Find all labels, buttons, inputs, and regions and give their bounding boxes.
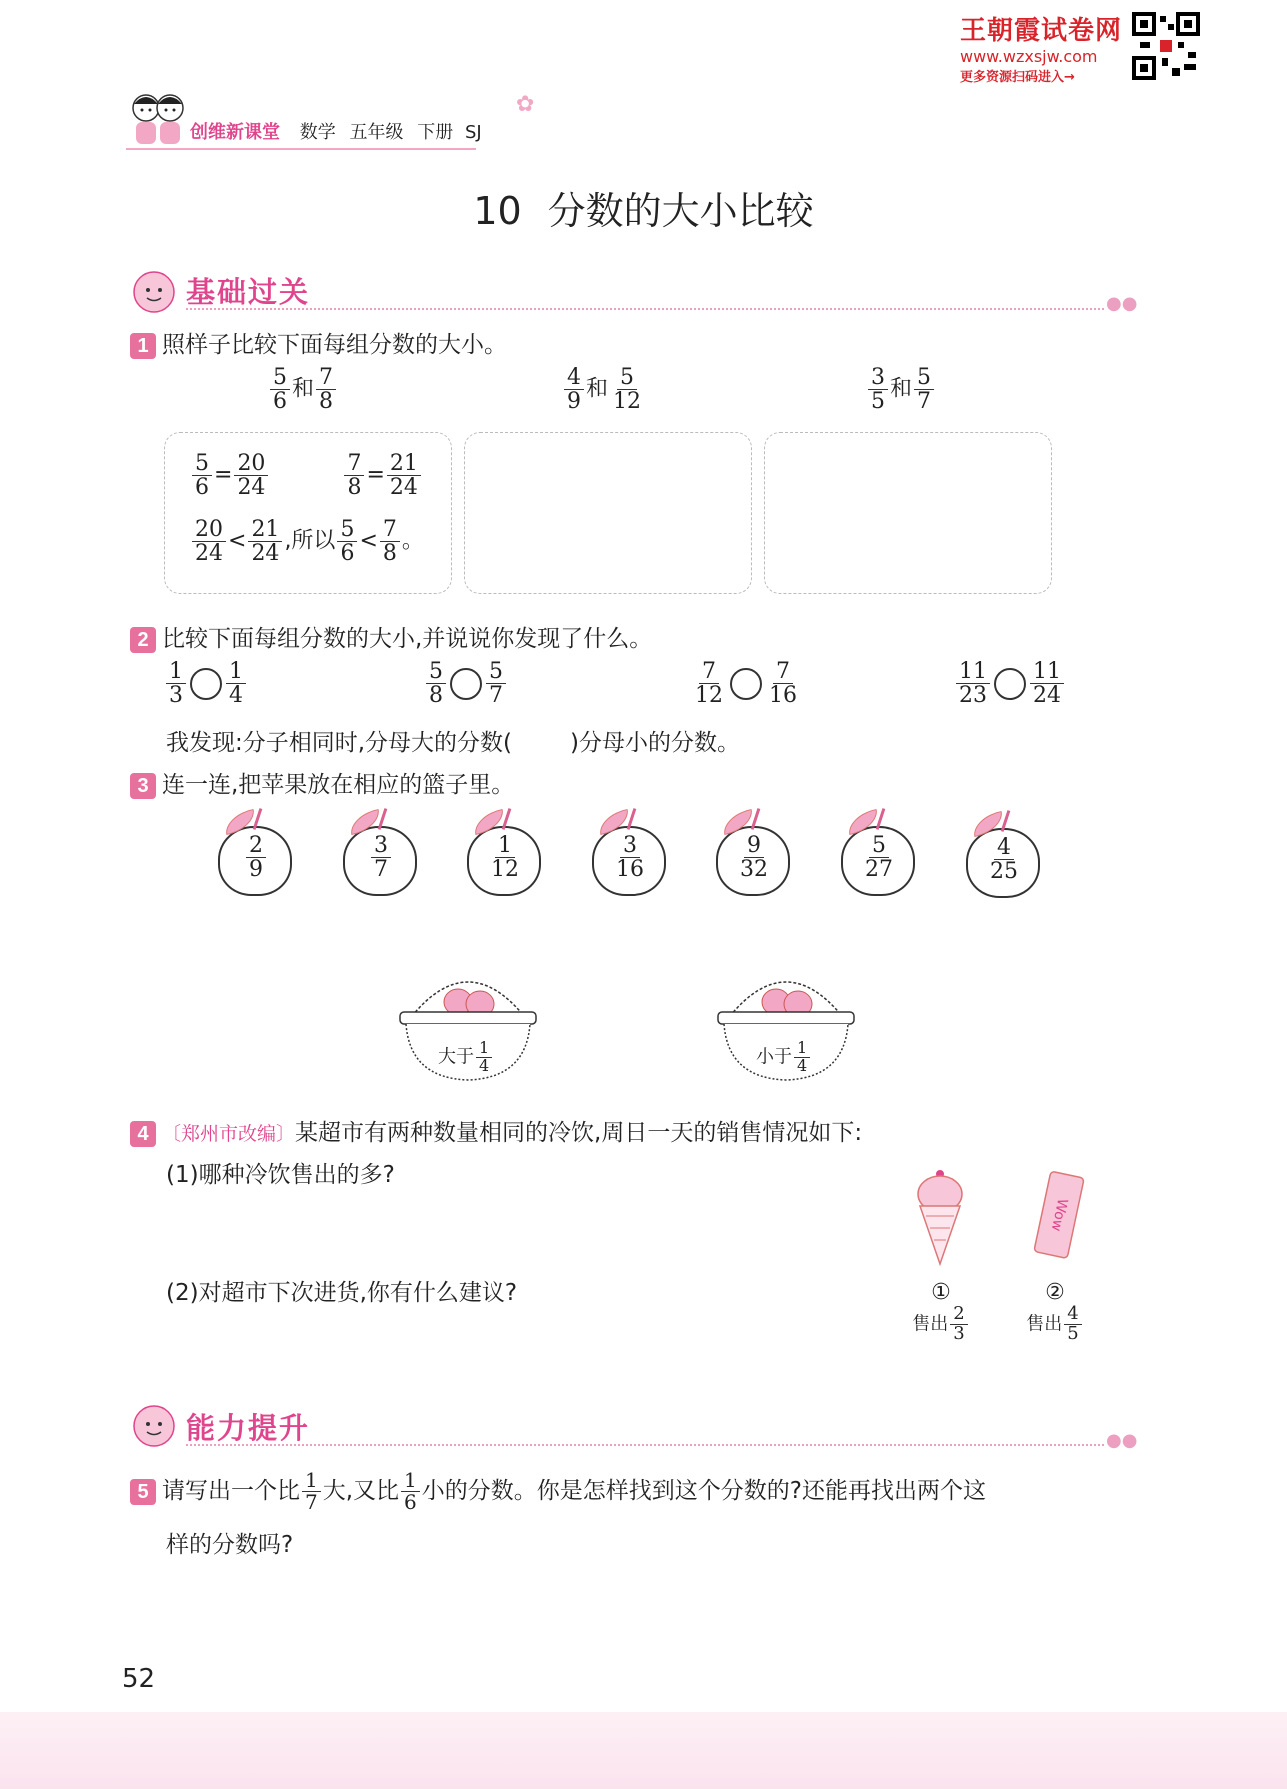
basket-greater[interactable] (398, 966, 538, 1084)
q1-pair-2 (562, 366, 646, 413)
q2-finding-a: 我发现:分子相同时,分母大的分数( (166, 730, 513, 756)
q1-answer-box-3[interactable] (764, 432, 1052, 594)
fraction: $\frac{3}{5}$ (868, 366, 888, 413)
q2-finding-b: )分母小的分数。 (570, 730, 741, 756)
series-name: 创维新课堂 (190, 122, 280, 143)
basket-less-label: 小于 $\frac{1}{4}$ (756, 1040, 812, 1075)
and-word: 和 (586, 376, 609, 402)
brand-block (960, 10, 1130, 85)
q4-prompt (130, 1114, 862, 1147)
fraction: $\frac{5}{12}$ (613, 365, 642, 415)
lt-symbol: < (359, 528, 378, 554)
q5-text-1: 请写出一个比 (162, 1478, 300, 1504)
section-advanced-divider (186, 1444, 1104, 1446)
fraction: $\frac{3}{16}$ (616, 833, 644, 883)
fraction: $\frac{7}{8}$ (344, 452, 364, 499)
q4-sub2: (2)对超市下次进货,你有什么建议? (166, 1280, 518, 1306)
popsicle-icon (1030, 1170, 1090, 1266)
section-basic-icon (130, 268, 180, 314)
period: 。 (401, 528, 424, 554)
fraction: $\frac{11}{23}$ (956, 660, 990, 707)
q2-number: 2 (130, 627, 156, 653)
kids-logo-icon (126, 88, 192, 154)
header-underline (126, 148, 476, 150)
fraction: $\frac{7}{16}$ (769, 659, 797, 709)
fraction: $\frac{1}{4}$ (476, 1040, 492, 1075)
eq-symbol: = (214, 462, 233, 488)
fraction: $\frac{7}{8}$ (316, 366, 336, 413)
fraction: $\frac{5}{7}$ (914, 366, 934, 413)
section-dots-icon: ●● (1106, 293, 1138, 314)
fraction: $\frac{1}{4}$ (226, 660, 246, 707)
fraction: $\frac{4}{25}$ (990, 835, 1018, 885)
section-basic-title: 基础过关 (186, 275, 311, 309)
apple-4[interactable] (592, 812, 664, 894)
compare-circle-input[interactable] (190, 668, 222, 700)
popsicle-label: Wow (1047, 1196, 1071, 1233)
fraction: $\frac{2}{9}$ (246, 834, 266, 881)
q5-line-2: 样的分数吗? (166, 1532, 294, 1558)
fraction: $\frac{20}{24}$ (192, 518, 226, 565)
q2-finding (166, 724, 740, 757)
brand-url: www.wzxsjw.com (960, 47, 1098, 66)
brand-slogan: 更多资源扫码进入→ (960, 70, 1075, 85)
volume: 下册 (417, 122, 454, 143)
sold-label: 售出 (912, 1313, 949, 1335)
q5-number: 5 (130, 1479, 156, 1505)
page-number: 52 (122, 1664, 156, 1694)
q4-number: 4 (130, 1121, 156, 1147)
apple-2[interactable] (343, 812, 415, 894)
fraction: $\frac{11}{24}$ (1030, 660, 1064, 707)
fraction: $\frac{7}{8}$ (380, 518, 400, 565)
apple-7[interactable] (966, 814, 1038, 896)
sold-label: 售出 (1026, 1313, 1063, 1335)
fraction: $\frac{1}{12}$ (491, 833, 519, 883)
fraction: $\frac{7}{12}$ (695, 659, 723, 709)
q3-number: 3 (130, 773, 156, 799)
q4-item-2 (1020, 1280, 1090, 1344)
q1-prompt (130, 326, 507, 359)
fraction: $\frac{20}{24}$ (234, 452, 268, 499)
q4-sub1: (1)哪种冷饮售出的多? (166, 1162, 395, 1188)
qr-code-icon[interactable] (1132, 12, 1200, 80)
ice-cream-cone-icon (910, 1168, 970, 1266)
fraction: $\frac{5}{27}$ (865, 833, 893, 883)
apple-3[interactable] (467, 812, 539, 894)
fraction: $\frac{1}{4}$ (794, 1040, 810, 1075)
compare-circle-input[interactable] (994, 668, 1026, 700)
fraction: $\frac{1}{6}$ (401, 1470, 420, 1513)
grade: 五年级 (349, 122, 404, 143)
brand-title: 王朝霞试卷网 (960, 16, 1123, 46)
q1-answer-box-2[interactable] (464, 432, 752, 594)
q1-number: 1 (130, 333, 156, 359)
fraction: $\frac{1}{7}$ (302, 1470, 321, 1513)
lesson-number: 10 (473, 189, 522, 233)
lt-symbol: < (228, 528, 247, 554)
q1-pair-3 (866, 366, 936, 413)
apple-6[interactable] (841, 812, 913, 894)
q3-prompt (130, 766, 514, 799)
q2-prompt (130, 620, 652, 653)
section-advanced-title: 能力提升 (186, 1411, 311, 1445)
item-mark: ① (931, 1280, 951, 1305)
q5-text-2: 大,又比 (322, 1478, 400, 1504)
basket-less[interactable] (716, 966, 856, 1084)
fraction: $\frac{5}{6}$ (337, 518, 357, 565)
fraction: $\frac{5}{8}$ (426, 660, 446, 707)
q2-pair-4 (954, 660, 1066, 707)
fraction: $\frac{3}{7}$ (371, 834, 391, 881)
q2-pair-1 (164, 660, 248, 707)
so-text: ,所以 (284, 528, 336, 554)
fraction: $\frac{5}{6}$ (270, 366, 290, 413)
item-mark: ② (1045, 1280, 1065, 1305)
q1-example-line-1 (190, 452, 423, 499)
edition: SJ (464, 122, 482, 143)
q2-pair-2 (424, 660, 508, 707)
fraction: $\frac{5}{7}$ (486, 660, 506, 707)
fraction: $\frac{5}{6}$ (192, 452, 212, 499)
fraction: $\frac{2}{3}$ (950, 1305, 967, 1344)
fraction: $\frac{4}{9}$ (564, 366, 584, 413)
apple-5[interactable] (716, 812, 788, 894)
apple-1[interactable] (218, 812, 290, 894)
q5-line-1 (130, 1470, 986, 1513)
q4-source: 〔郑州市改编〕 (162, 1123, 296, 1145)
series-bar (190, 118, 482, 144)
eq-symbol: = (366, 462, 385, 488)
q1-example-line-2 (190, 518, 424, 565)
basket-greater-label: 大于 $\frac{1}{4}$ (438, 1040, 494, 1075)
fraction: $\frac{4}{5}$ (1064, 1305, 1081, 1344)
fraction: $\frac{1}{3}$ (166, 660, 186, 707)
q4-item-1 (906, 1280, 976, 1344)
subject: 数学 (299, 122, 336, 143)
fraction: $\frac{21}{24}$ (387, 452, 421, 499)
q4-text: 某超市有两种数量相同的冷饮,周日一天的销售情况如下: (295, 1120, 863, 1146)
footer-band (0, 1712, 1287, 1789)
q5-text-3: 小的分数。你是怎样找到这个分数的?还能再找出两个这 (421, 1478, 986, 1504)
compare-circle-input[interactable] (450, 668, 482, 700)
and-word: 和 (292, 376, 315, 402)
flower-decor-icon: ✿ (516, 92, 535, 117)
fraction: $\frac{21}{24}$ (248, 518, 282, 565)
q1-pair-1 (268, 366, 338, 413)
lesson-title (0, 180, 1287, 235)
section-basic-divider (186, 308, 1104, 310)
section-advanced-icon (130, 1402, 180, 1448)
q2-text: 比较下面每组分数的大小,并说说你发现了什么。 (162, 626, 653, 652)
q3-text: 连一连,把苹果放在相应的篮子里。 (162, 772, 515, 798)
q2-pair-3 (690, 660, 802, 707)
and-word: 和 (890, 376, 913, 402)
section-dots-icon: ●● (1106, 1430, 1138, 1451)
lesson-name: 分数的大小比较 (547, 189, 814, 233)
fraction: $\frac{9}{32}$ (740, 833, 768, 883)
compare-circle-input[interactable] (730, 668, 762, 700)
q1-text: 照样子比较下面每组分数的大小。 (162, 332, 507, 358)
